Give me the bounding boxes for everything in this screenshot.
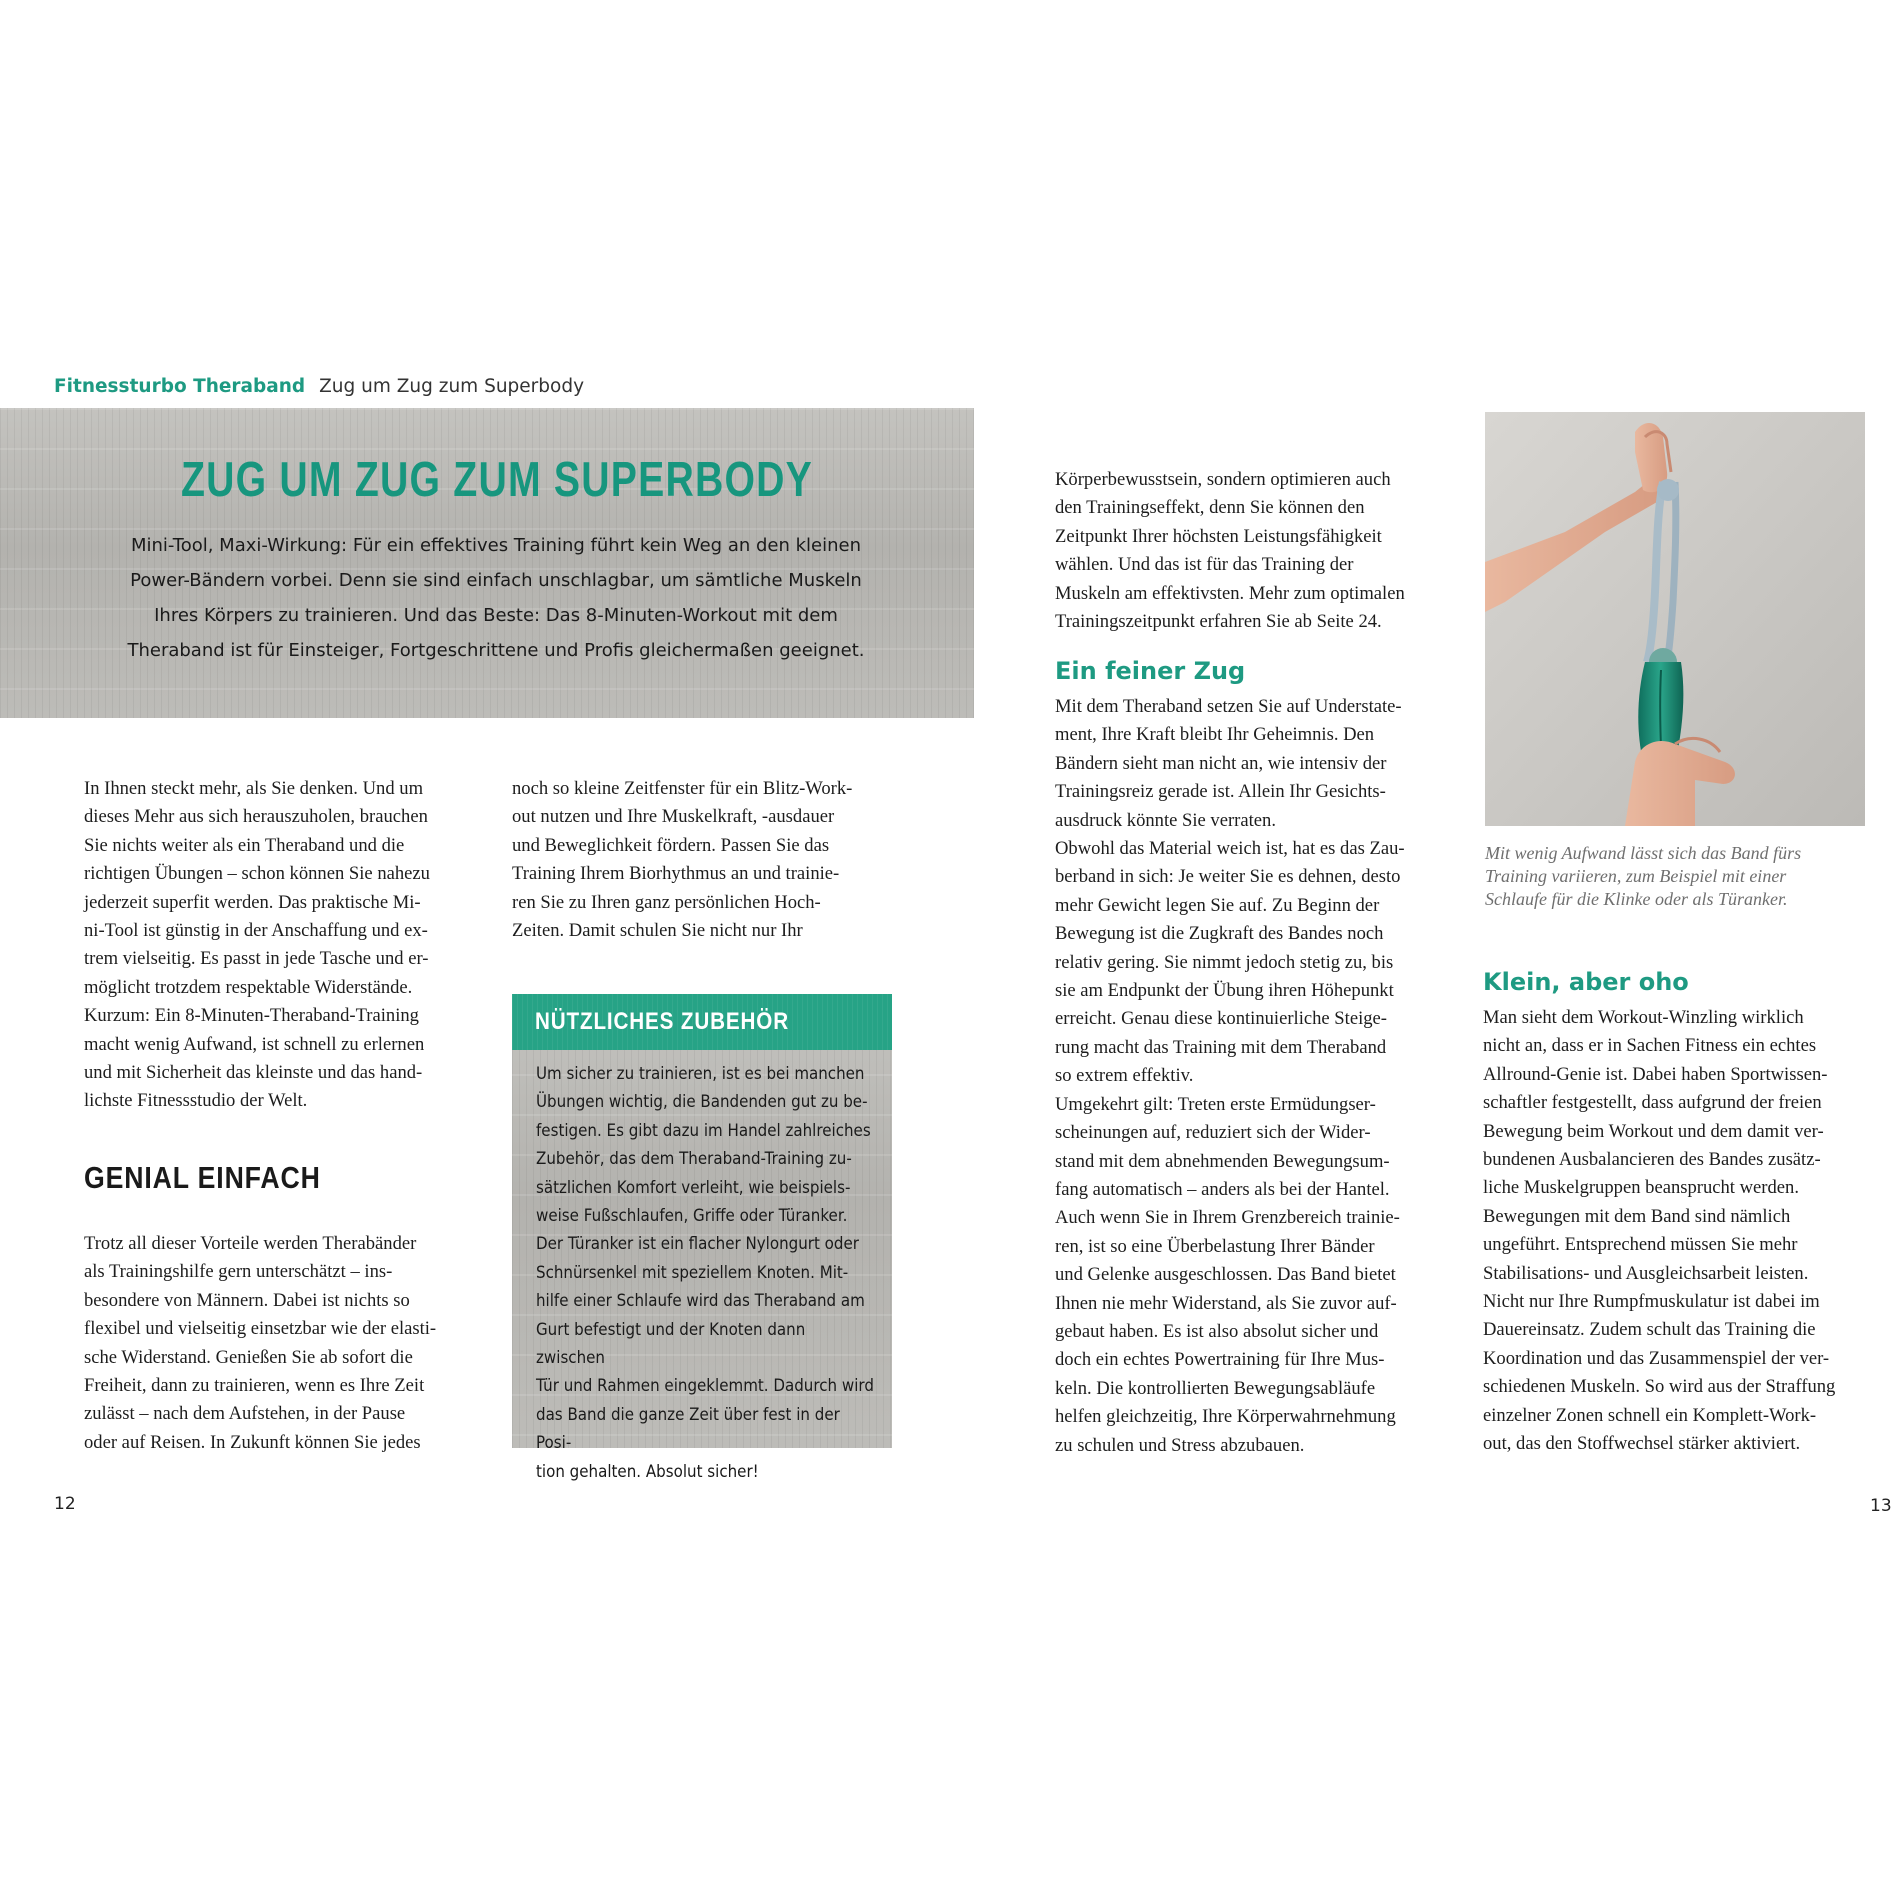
text-line: ni-Tool ist günstig in der Anschaffung und ex- (84, 920, 428, 942)
text-line: Zeitpunkt Ihrer höchsten Leistungsfähigkeit (1055, 525, 1382, 547)
text-line: so extrem effektiv. (1055, 1065, 1194, 1087)
text-line: weise Fußschlaufen, Griffe oder Türanker. (536, 1206, 848, 1226)
text-line: Körperbewusstsein, sondern optimieren auch (1055, 469, 1391, 490)
text-line: lichste Fitnessstudio der Welt. (84, 1090, 308, 1112)
text-line: Obwohl das Material weich ist, hat es das Zau- (1055, 838, 1405, 860)
photo-caption (1485, 842, 1869, 911)
text-line: zulässt – nach dem Aufstehen, in der Pause (84, 1403, 406, 1425)
text-line: doch ein echtes Powertraining für Ihre Mus- (1055, 1349, 1385, 1371)
text-line: Trainingszeitpunkt erfahren Sie ab Seite 24. (1055, 611, 1382, 633)
text-line: Allround-Genie ist. Dabei haben Sportwissen- (1483, 1063, 1828, 1085)
text-line: besondere von Männern. Dabei ist nichts so (84, 1289, 410, 1311)
klein-aber-oho-text (1483, 1004, 1867, 1459)
text-line: Zeiten. Damit schulen Sie nicht nur Ihr (512, 920, 803, 942)
running-head-chapter: Zug um Zug zum Superbody (319, 376, 585, 397)
text-line: Um sicher zu trainieren, ist es bei manchen (536, 1064, 865, 1083)
text-line: schiedenen Muskeln. So wird aus der Straffung (1483, 1376, 1836, 1398)
text-line: Kurzum: Ein 8-Minuten-Theraband-Training (84, 1005, 419, 1027)
section-heading-klein-aber-oho: Klein, aber oho (1483, 968, 1689, 996)
text-line: ren, ist so eine Überbelastung Ihrer Bänder (1055, 1235, 1375, 1257)
text-line: gebaut haben. Es ist also absolut sicher und (1055, 1320, 1379, 1342)
text-line: erreicht. Genau diese kontinuierliche Steige- (1055, 1008, 1387, 1030)
text-line: ausdruck könnte Sie verraten. (1055, 809, 1276, 831)
text-line: jederzeit superfit werden. Das praktische Mi- (84, 891, 421, 913)
hero-banner (0, 408, 974, 718)
text-line: oder auf Reisen. In Zukunft können Sie jedes (84, 1431, 421, 1453)
text-line: und Gelenke ausgeschlossen. Das Band bietet (1055, 1264, 1396, 1286)
text-line: Trotz all dieser Vorteile werden Therabänder (84, 1233, 417, 1254)
text-line: zu schulen und Stress abzubauen. (1055, 1434, 1305, 1456)
caption-line: Training variieren, zum Beispiel mit einer (1485, 866, 1787, 886)
text-line: Stabilisations- und Ausgleichsarbeit leisten. (1483, 1262, 1809, 1284)
text-line: rung macht das Training mit dem Theraband (1055, 1036, 1387, 1058)
text-line: dieses Mehr aus sich herauszuholen, brauchen (84, 806, 428, 828)
column-1-text (84, 775, 468, 1116)
text-line: In Ihnen steckt mehr, als Sie denken. Und um (84, 778, 424, 799)
text-line: ment, Ihre Kraft bleibt Ihr Geheimnis. Den (1055, 724, 1375, 746)
text-line: einzelner Zonen schnell ein Komplett-Work- (1483, 1404, 1817, 1426)
text-line: Zubehör, das dem Theraband-Training zu- (536, 1149, 852, 1169)
info-box-text (536, 1060, 878, 1486)
text-line: Gurt befestigt und der Knoten dann zwischen (536, 1319, 806, 1368)
text-line: Schnürsenkel mit speziellem Knoten. Mit- (536, 1262, 849, 1282)
intro-line: Ihres Körpers zu trainieren. Und das Beste: Das 8-Minuten-Workout mit dem (154, 605, 838, 626)
page-number-left: 12 (54, 1494, 76, 1514)
text-line: das Band die ganze Zeit über fest in der Posi- (536, 1404, 840, 1453)
genial-einfach-text (84, 1230, 468, 1457)
text-line: Training Ihrem Biorhythmus an und trainie- (512, 863, 840, 885)
intro-line: Power-Bändern vorbei. Denn sie sind einfach unschlagbar, um sämtliche Muskeln (130, 570, 862, 591)
text-line: schaftler festgestellt, dass aufgrund der freien (1483, 1092, 1822, 1114)
text-line: und mit Sicherheit das kleinste und das hand- (84, 1062, 423, 1084)
text-line: Freiheit, dann zu trainieren, wenn es Ihre Zeit (84, 1375, 425, 1397)
text-line: Auch wenn Sie in Ihrem Grenzbereich trainie- (1055, 1207, 1400, 1229)
text-line: keln. Die kontrollierten Bewegungsabläufe (1055, 1377, 1376, 1399)
text-line: mehr Gewicht legen Sie auf. Zu Beginn der (1055, 894, 1380, 916)
text-line: scheinungen auf, reduziert sich der Wider- (1055, 1122, 1371, 1144)
text-line: Bewegung beim Workout und dem damit ver- (1483, 1120, 1824, 1142)
intro-line: Theraband ist für Einsteiger, Fortgeschrittene und Profis gleichermaßen geeignet. (127, 640, 865, 661)
text-line: ren Sie zu Ihren ganz persönlichen Hoch- (512, 891, 821, 913)
text-line: Bändern sieht man nicht an, wie intensiv der (1055, 752, 1387, 774)
info-box-zubehoer (512, 994, 892, 1481)
text-line: trem vielseitig. Es passt in jede Tasche und er- (84, 948, 429, 970)
text-line: fang automatisch – anders als bei der Hantel. (1055, 1178, 1390, 1200)
page-number-right: 13 (1870, 1496, 1892, 1516)
text-line: Ihnen nie mehr Widerstand, als Sie zuvor auf- (1055, 1292, 1397, 1314)
text-line: Sie nichts weiter als ein Theraband und die (84, 834, 405, 856)
text-line: tion gehalten. Absolut sicher! (536, 1461, 759, 1481)
column-2-text (512, 775, 896, 945)
text-line: und Beweglichkeit fördern. Passen Sie das (512, 834, 830, 856)
caption-line: Mit wenig Aufwand lässt sich das Band fürs (1485, 843, 1802, 863)
text-line: sche Widerstand. Genießen Sie ab sofort die (84, 1346, 413, 1368)
intro-line: Mini-Tool, Maxi-Wirkung: Für ein effektives Training führt kein Weg an den kleinen (130, 535, 862, 556)
text-line: macht wenig Aufwand, ist schnell zu erlernen (84, 1033, 425, 1055)
text-line: bundenen Ausbalancieren des Bandes zusätz- (1483, 1149, 1821, 1171)
text-line: Muskeln am effektivsten. Mehr zum optimalen (1055, 582, 1405, 604)
caption-line: Schlaufe für die Klinke oder als Türanker. (1485, 889, 1788, 909)
text-line: Der Türanker ist ein flacher Nylongurt oder (536, 1234, 859, 1254)
text-line: Dauereinsatz. Zudem schult das Training die (1483, 1319, 1816, 1341)
photo-theraband-hands (1485, 412, 1865, 826)
text-line: out nutzen und Ihre Muskelkraft, -ausdauer (512, 806, 835, 828)
text-line: festigen. Es gibt dazu im Handel zahlreiches (536, 1120, 871, 1140)
text-line: Nicht nur Ihre Rumpfmuskulatur ist dabei im (1483, 1291, 1820, 1313)
text-line: Umgekehrt gilt: Treten erste Ermüdungser- (1055, 1093, 1376, 1115)
text-line: sätzlichen Komfort verleiht, wie beispiels- (536, 1177, 851, 1197)
text-line: möglicht trotzdem respektable Widerstände. (84, 976, 413, 998)
text-line: Tür und Rahmen eingeklemmt. Dadurch wird (536, 1376, 874, 1396)
text-line: ungeführt. Entsprechend müssen Sie mehr (1483, 1234, 1798, 1256)
text-line: Trainingsreiz gerade ist. Allein Ihr Gesichts- (1055, 781, 1386, 803)
intro-text (116, 528, 876, 668)
text-line: den Trainingseffekt, denn Sie können den (1055, 497, 1365, 519)
text-line: noch so kleine Zeitfenster für ein Blitz-Work- (512, 778, 853, 799)
section-heading-genial-einfach: GENIAL EINFACH (84, 1160, 321, 1195)
text-line: helfen gleichzeitig, Ihre Körperwahrnehmung (1055, 1406, 1396, 1428)
text-line: berband in sich: Je weiter Sie es dehnen, desto (1055, 866, 1401, 888)
text-line: Koordination und das Zusammenspiel der ver- (1483, 1347, 1830, 1369)
text-line: wählen. Und das ist für das Training der (1055, 554, 1354, 576)
text-line: Mit dem Theraband setzen Sie auf Understate- (1055, 696, 1402, 717)
feiner-zug-text (1055, 693, 1439, 1460)
column-3-text (1055, 466, 1439, 636)
section-heading-feiner-zug: Ein feiner Zug (1055, 657, 1246, 685)
text-line: Bewegungen mit dem Band sind nämlich (1483, 1205, 1791, 1227)
running-head-section: Fitnessturbo Theraband (54, 376, 306, 397)
info-box-title: NÜTZLICHES ZUBEHÖR (535, 1008, 789, 1035)
text-line: out, das den Stoffwechsel stärker aktiviert. (1483, 1433, 1801, 1455)
text-line: liche Muskelgruppen beansprucht werden. (1483, 1177, 1799, 1199)
text-line: nicht an, dass er in Sachen Fitness ein echtes (1483, 1035, 1817, 1057)
text-line: als Trainingshilfe gern unterschätzt – ins- (84, 1261, 393, 1283)
running-head (54, 376, 584, 397)
text-line: richtigen Übungen – schon können Sie nahezu (84, 863, 430, 885)
text-line: Übungen wichtig, die Bandenden gut zu be- (536, 1092, 868, 1112)
text-line: hilfe einer Schlaufe wird das Theraband am (536, 1291, 865, 1311)
text-line: stand mit dem abnehmenden Bewegungsum- (1055, 1150, 1390, 1172)
text-line: Bewegung ist die Zugkraft des Bandes noch (1055, 923, 1384, 945)
text-line: relativ gering. Sie nimmt jedoch stetig zu, bis (1055, 951, 1394, 973)
text-line: flexibel und vielseitig einsetzbar wie der elasti- (84, 1318, 437, 1340)
info-box-header (512, 994, 892, 1050)
page-title: ZUG UM ZUG ZUM SUPERBODY (180, 453, 814, 507)
text-line: sie am Endpunkt der Übung ihren Höhepunkt (1055, 980, 1394, 1002)
text-line: Man sieht dem Workout-Winzling wirklich (1483, 1007, 1804, 1028)
